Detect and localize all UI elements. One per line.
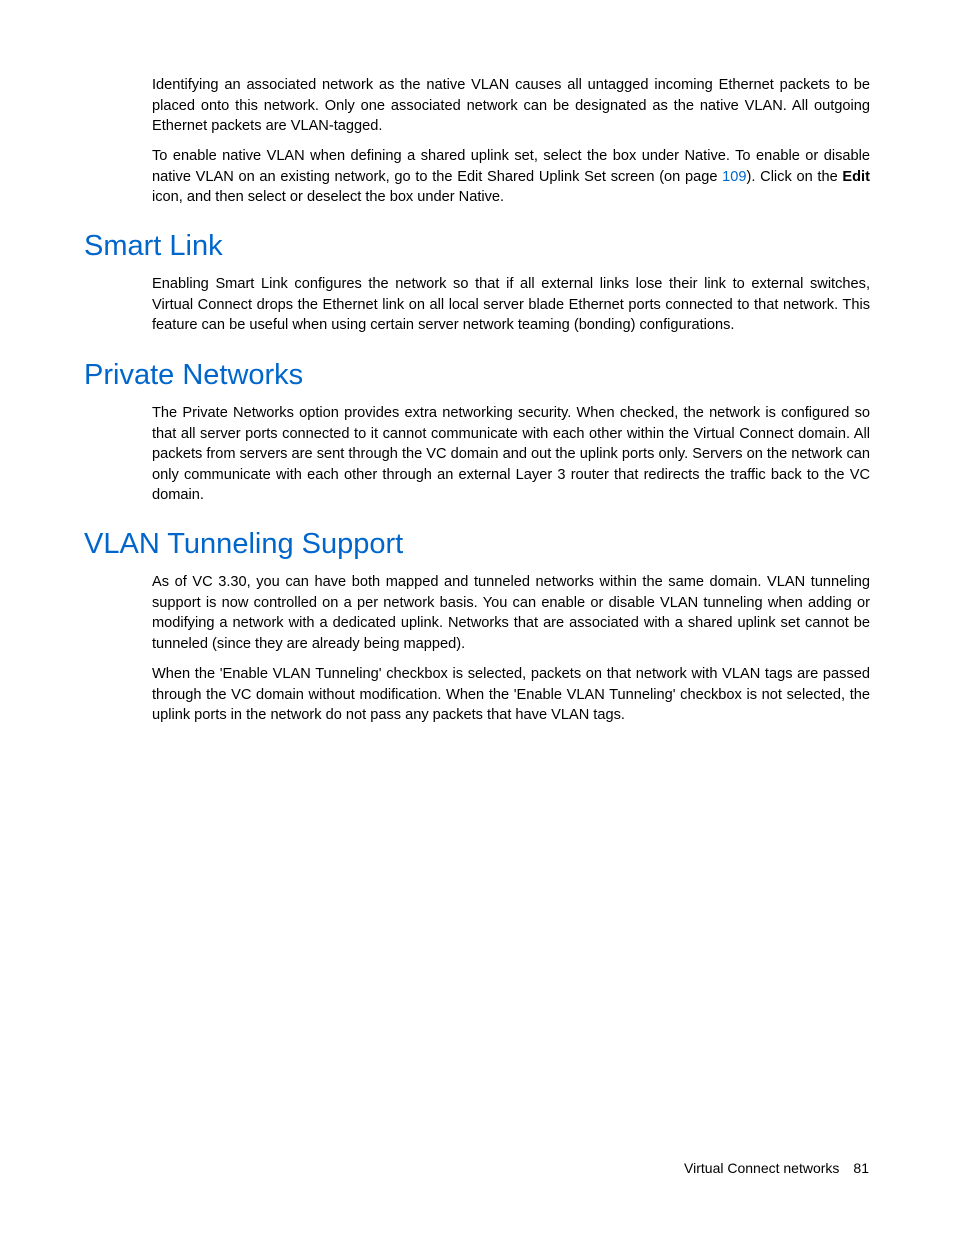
smart-link-heading: Smart Link [84,230,223,262]
page-number: 81 [853,1160,869,1176]
intro-text-after: icon, and then select or deselect the box under Native. [152,189,505,206]
vlan-tunneling-paragraph-2: When the 'Enable VLAN Tunneling' checkbox is selected, packets on that network with VLAN tags are passed through the VC domain without modification. When the 'Enable VLAN Tunneling' checkbox is not selected, the uplink ports in the network do not pass any packets that have VLAN tags. [152,666,870,724]
intro-paragraph-enable-native-vlan [152,146,870,208]
private-networks-paragraph: The Private Networks option provides extra networking security. When checked, the network is configured so that all server ports connected to it cannot communicate with each other within the Virtual Connect domain. All packets from servers are sent through the VC domain and out the uplink ports only. Servers on the network can only communicate with each other through an external Layer 3 router that redirects the traffic back to the VC domain. [152,405,870,504]
private-networks-heading: Private Networks [84,359,304,391]
intro-text-before-link: To enable native VLAN when defining a shared uplink set, select the box under Native. To enable or disable native VLAN on an existing network, go to the Edit Shared Uplink Set screen (on page [152,148,870,185]
vlan-tunneling-paragraph-1: As of VC 3.30, you can have both mapped and tunneled networks within the same domain. VLAN tunneling support is now controlled on a per network basis. You can enable or disable VLAN tunneling when adding or modifying a network with a dedicated uplink. Networks that are associated with a shared uplink set cannot be tunneled (since they are already being mapped). [152,574,870,652]
page-footer [684,1158,869,1178]
smart-link-paragraph: Enabling Smart Link configures the network so that if all external links lose their link to external switches, Virtual Connect drops the Ethernet link on all local server blade Ethernet ports connected to that network. This feature can be useful when using certain server network teaming (bonding) configurations. [152,276,870,334]
footer-section-title: Virtual Connect networks [684,1160,840,1176]
intro-paragraph-native-vlan: Identifying an associated network as the native VLAN causes all untagged incoming Ethernet packets to be placed onto this network. Only one associated network can be designated as the native VLAN. All outgoing Ethernet packets are VLAN-tagged. [152,77,870,135]
page-reference-link[interactable]: 109 [722,168,747,185]
intro-text-mid: ). Click on the [746,168,843,185]
edit-label: Edit [842,168,870,185]
vlan-tunneling-heading: VLAN Tunneling Support [84,528,404,560]
